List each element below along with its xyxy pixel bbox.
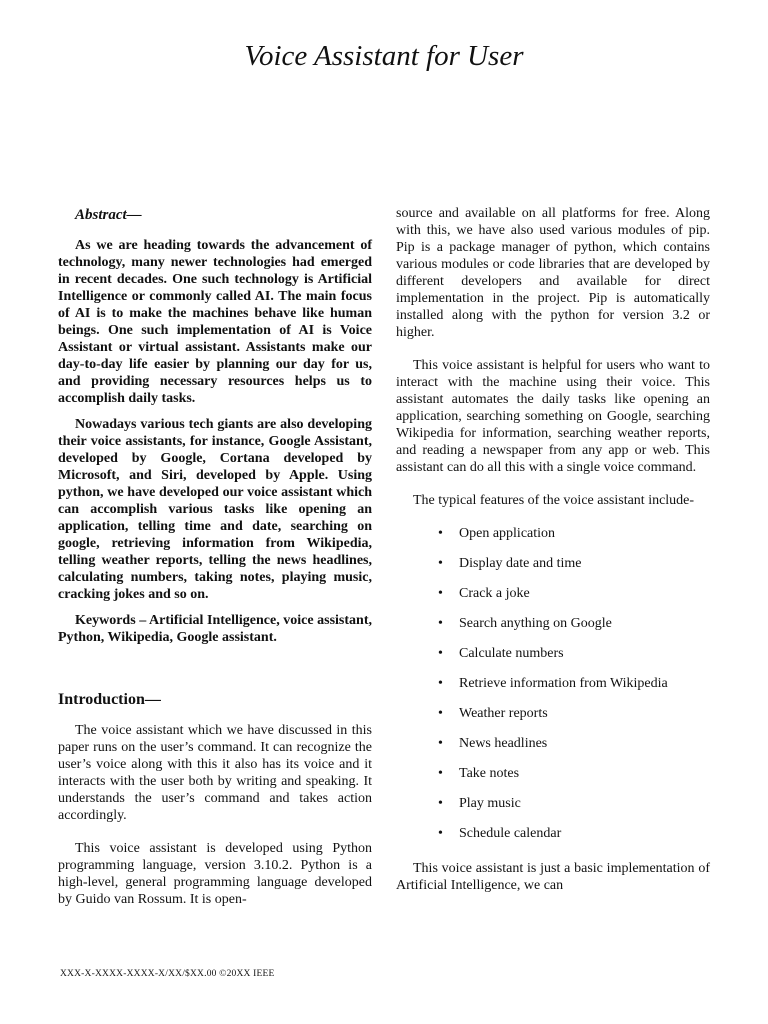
list-item: • News headlines [396,735,710,765]
features-intro: The typical features of the voice assistant include- [413,493,695,508]
abstract-heading: Abstract— [75,207,142,223]
list-item: • Schedule calendar [396,825,710,855]
abstract-paragraph-2: Nowadays various tech giants are also developing their voice assistants, for instance, Google Assistant, developed by Google, Cortana developed by Microsoft, and Siri, developed by Apple. Using python, we have developed our voice assistant which can accomplish various tasks like opening an application, telling time and date, searching on google, retrieving information from Wikipedia, telling weather reports, telling the news headlines, calculating numbers, taking notes, playing music, cracking jokes and so on. [58,417,372,602]
list-item: • Open application [396,525,710,555]
list-item: • Weather reports [396,705,710,735]
list-item: • Display date and time [396,555,710,585]
left-column [58,205,372,908]
features-list [396,525,710,855]
right-paragraph-2: This voice assistant is helpful for users who want to interact with the machine using their voice. This assistant automates the daily tasks like opening an application, searching something on Google, searching Wikipedia for information, searching weather reports, and reading a newspaper from any app or web. This assistant can do all this with a single voice command. [396,358,710,475]
right-paragraph-1: source and available on all platforms for free. Along with this, we have also used various modules of pip. Pip is a package manager of python, which contains various modules or code libraries that are developed by different developers and available for direct implementation in the project. Pip is automatically installed along with the python for version 3.2 or higher. [396,206,710,340]
list-item: • Take notes [396,765,710,795]
list-item: • Crack a joke [396,585,710,615]
copyright-footer: XXX-X-XXXX-XXXX-X/XX/$XX.00 ©20XX IEEE [60,969,275,979]
list-item: • Play music [396,795,710,825]
list-item: • Search anything on Google [396,615,710,645]
list-item: • Retrieve information from Wikipedia [396,675,710,705]
closing-paragraph: This voice assistant is just a basic implementation of Artificial Intelligence, we can [396,861,710,893]
introduction-paragraph-1: The voice assistant which we have discussed in this paper runs on the user’s command. It can recognize the user’s voice along with this it also has its voice and it interacts with the user both by writing and speaking. It understands the user’s command and takes action accordingly. [58,723,372,823]
introduction-paragraph-2: This voice assistant is developed using Python programming language, version 3.10.2. Python is a high-level, general programming language developed by Guido van Rossum. It is open- [58,841,372,907]
right-column [396,205,710,894]
abstract-paragraph-1: As we are heading towards the advancement of technology, many newer technologies had emerged in recent decades. One such technology is Artificial Intelligence or commonly called AI. The main focus of AI is to make the machines behave like human beings. One such implementation of AI is Voice Assistant or virtual assistant. Assistants make our day-to-day life easier by planning our day for us, and providing necessary resources helps us to accomplish daily tasks. [58,238,372,406]
introduction-heading: Introduction— [58,691,161,708]
paper-title: Voice Assistant for User [244,40,524,72]
keywords: Keywords – Artificial Intelligence, voice assistant, Python, Wikipedia, Google assistant. [58,613,372,645]
list-item: • Calculate numbers [396,645,710,675]
